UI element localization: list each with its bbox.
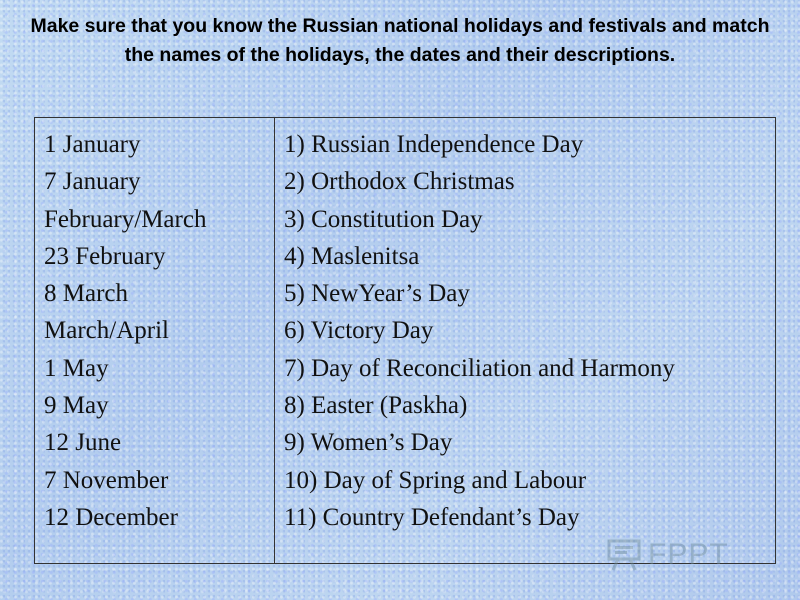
date-item: 1 January: [44, 131, 141, 158]
date-item: 12 December: [44, 503, 178, 531]
dates-column: [35, 118, 275, 563]
holiday-item: 9) Women’s Day: [284, 429, 453, 457]
date-item: 7 January: [44, 168, 141, 196]
holiday-item: 4) Maslenitsa: [284, 242, 420, 270]
date-item: 7 November: [44, 466, 169, 494]
holiday-item: 2) Orthodox Christmas: [284, 168, 515, 196]
holidays-table: [34, 117, 776, 564]
date-item: 9 May: [44, 392, 109, 420]
holiday-item: 1) Russian Independence Day: [284, 131, 584, 158]
holiday-item: 10) Day of Spring and Labour: [284, 466, 587, 494]
presentation-board-icon: [606, 539, 642, 571]
watermark-text: FPPT: [648, 538, 729, 571]
holiday-item: 6) Victory Day: [284, 317, 434, 345]
holiday-item: 7) Day of Reconciliation and Harmony: [284, 354, 675, 382]
date-item: 1 May: [44, 354, 109, 382]
date-item: 8 March: [44, 280, 128, 308]
watermark-logo: [606, 538, 729, 572]
date-item: March/April: [44, 317, 169, 345]
holiday-item: 3) Constitution Day: [284, 205, 483, 233]
holiday-item: 11) Country Defendant’s Day: [284, 503, 580, 531]
holiday-item: 8) Easter (Paskha): [284, 392, 468, 420]
page-heading: Make sure that you know the Russian national holidays and festivals and match the names of the holidays, the dates and their descriptions.: [30, 15, 770, 66]
date-item: February/March: [44, 205, 207, 233]
holiday-item: 5) NewYear’s Day: [284, 280, 470, 308]
holidays-column: [275, 118, 775, 563]
date-item: 12 June: [44, 429, 122, 457]
date-item: 23 February: [44, 242, 166, 270]
